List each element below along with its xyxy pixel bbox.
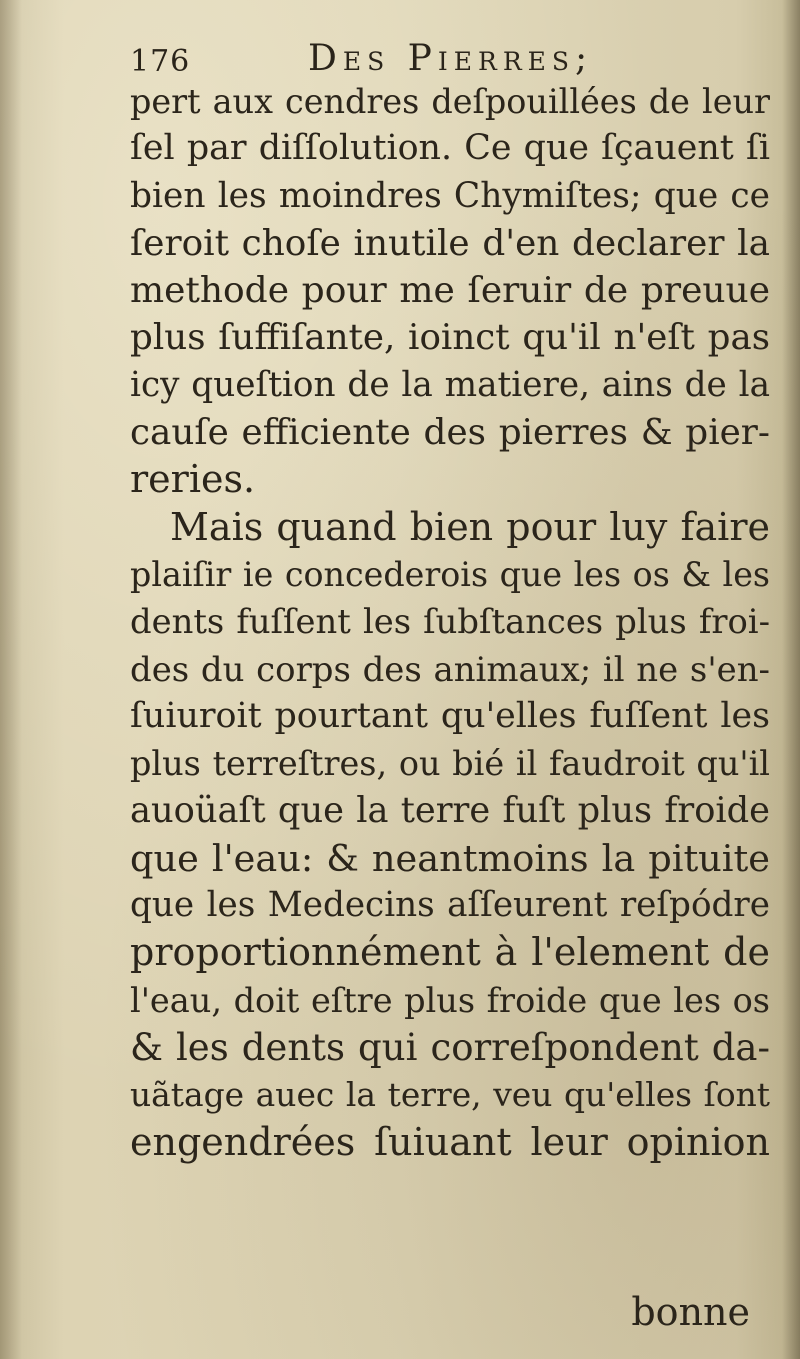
text-line: des du corps des animaux; il ne s'en- [130,649,770,689]
text-line: ſuiuroit pourtant qu'elles fuſſent les [130,695,770,736]
text-line: plaiſir ie concederois que les os & les [130,554,770,594]
text-line: bien les moindres Chymiſtes; que ce [130,175,770,216]
text-line: cauſe efficiente des pierres & pier- [130,412,770,454]
text-line: uãtage auec la terre, veu qu'elles ſont [130,1075,770,1115]
text-line: engendrées ſuiuant leur opinion [130,1119,770,1164]
catchword: bonne [631,1290,750,1334]
text-line: ſeroit choſe inutile d'en declarer la [130,222,770,264]
text-line: reries. [130,457,256,502]
text-line: icy queſtion de la matiere, ains de la [130,364,770,405]
text-line: que les Medecins aſſeurent reſpódre [130,885,770,926]
text-line: pert aux cendres deſpouillées de leur [130,82,770,121]
text-line: dents fuſſent les ſubſtances plus froi- [130,602,770,642]
text-line: plus ſuffiſante, ioinct qu'il n'eſt pas [130,317,770,359]
text-line: proportionnément à l'element de [130,930,770,975]
paragraph-start-line: Mais quand bien pour luy faire [170,504,770,549]
running-title: Des Pierres; [308,38,594,79]
text-line: que l'eau: & neantmoins la pituite [130,836,770,880]
body-text [130,78,770,1166]
text-line: ſel par diſſolution. Ce que ſçauent ſi [130,128,770,169]
page-number: 176 [130,44,191,79]
text-line: l'eau, doit eſtre plus froide que les os [130,980,770,1020]
text-line: methode pour me ſeruir de preuue [130,270,770,312]
text-line: & les dents qui correſpondent da- [130,1025,770,1069]
text-line: auoüaſt que la terre fuſt plus froide [130,790,770,832]
text-line: plus terreſtres, ou bié il faudroit qu'il [130,744,770,784]
